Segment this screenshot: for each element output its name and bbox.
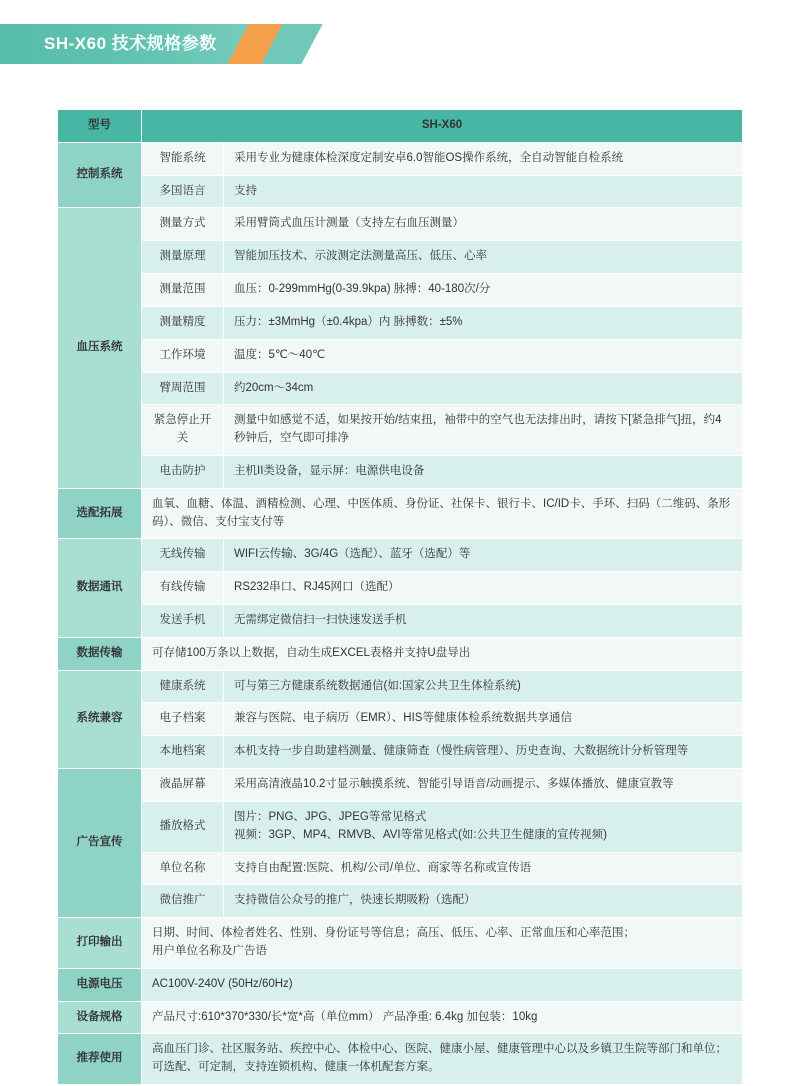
- table-row: [58, 637, 743, 670]
- spec-table-wrapper: [57, 109, 743, 1085]
- table-row: [58, 918, 743, 969]
- table-row: [58, 801, 743, 852]
- page-header: [0, 0, 800, 70]
- table-row: [58, 455, 743, 488]
- row-label-cell: 测量原理: [142, 241, 224, 274]
- table-row: [58, 142, 743, 175]
- row-label-cell: 臂周范围: [142, 372, 224, 405]
- row-value-cell: 测量中如感觉不适，如果按开始/结束扭，袖带中的空气也无法排出时，请按下[紧急排气]扭，约4秒钟后，空气即可排净: [224, 405, 743, 456]
- row-value-cell: 本机支持一步自助建档测量、健康筛查（慢性病管理）、历史查询、大数据统计分析管理等: [224, 736, 743, 769]
- table-row: [58, 703, 743, 736]
- group-label-cell: 推荐使用: [58, 1034, 142, 1085]
- row-label-cell: 单位名称: [142, 852, 224, 885]
- row-label-cell: 播放格式: [142, 801, 224, 852]
- table-row: [58, 605, 743, 638]
- row-value-cell: 采用臂筒式血压计测量（支持左右血压测量）: [224, 208, 743, 241]
- row-value-cell: 可与第三方健康系统数据通信(如:国家公共卫生体检系统): [224, 670, 743, 703]
- group-label-cell: 选配拓展: [58, 488, 142, 539]
- model-value-cell: SH-X60: [142, 110, 743, 143]
- group-label-cell: 电源电压: [58, 968, 142, 1001]
- row-value-cell: 压力：±3MmHg（±0.4kpa）内 脉搏数：±5%: [224, 306, 743, 339]
- row-label-cell: 无线传输: [142, 539, 224, 572]
- row-label-cell: 智能系统: [142, 142, 224, 175]
- row-label-cell: 电击防护: [142, 455, 224, 488]
- row-label-cell: 有线传输: [142, 572, 224, 605]
- row-value-cell: 日期、时间、体检者姓名、性别、身份证号等信息；高压、低压、心率、正常血压和心率范围； 用户单位名称及广告语: [142, 918, 743, 969]
- table-row: [58, 274, 743, 307]
- row-value-cell: 温度：5℃～40℃: [224, 339, 743, 372]
- row-label-cell: 微信推广: [142, 885, 224, 918]
- table-row: [58, 885, 743, 918]
- group-label-cell: 数据通讯: [58, 539, 142, 637]
- row-value-cell: AC100V-240V (50Hz/60Hz): [142, 968, 743, 1001]
- row-value-cell: 高血压门诊、社区服务站、疾控中心、体检中心、医院、健康小屋、健康管理中心以及乡镇卫生院等部门和单位； 可选配、可定制，支持连锁机构、健康一体机配套方案。: [142, 1034, 743, 1085]
- row-value-cell: RS232串口、RJ45网口（选配）: [224, 572, 743, 605]
- row-label-cell: 紧急停止开关: [142, 405, 224, 456]
- row-value-cell: 支持微信公众号的推广，快速长期吸粉（选配）: [224, 885, 743, 918]
- row-value-cell: 采用专业为健康体检深度定制安卓6.0智能OS操作系统，全自动智能自检系统: [224, 142, 743, 175]
- row-label-cell: 发送手机: [142, 605, 224, 638]
- row-label-cell: 多国语言: [142, 175, 224, 208]
- row-value-cell: 支持: [224, 175, 743, 208]
- group-label-cell: 血压系统: [58, 208, 142, 488]
- model-label-cell: 型号: [58, 110, 142, 143]
- row-label-cell: 测量方式: [142, 208, 224, 241]
- row-value-cell: 血压：0-299mmHg(0-39.9kpa) 脉搏：40-180次/分: [224, 274, 743, 307]
- row-value-cell: 无需绑定微信扫一扫快速发送手机: [224, 605, 743, 638]
- table-row: [58, 736, 743, 769]
- table-row: [58, 339, 743, 372]
- row-value-cell: 血氧、血糖、体温、酒精检测、心理、中医体质、身份证、社保卡、银行卡、IC/ID卡、手环、扫码（二维码、条形码）、微信、支付宝支付等: [142, 488, 743, 539]
- table-row: [58, 306, 743, 339]
- table-row: [58, 372, 743, 405]
- table-row: [58, 572, 743, 605]
- table-row: [58, 539, 743, 572]
- row-value-cell: 图片：PNG、JPG、JPEG等常见格式 视频：3GP、MP4、RMVB、AVI等常见格式(如:公共卫生健康的宣传视频): [224, 801, 743, 852]
- row-value-cell: 兼容与医院、电子病历（EMR）、HIS等健康体检系统数据共享通信: [224, 703, 743, 736]
- row-value-cell: 产品尺寸:610*370*330/长*宽*高（单位mm） 产品净重: 6.4kg 加包装：10kg: [142, 1001, 743, 1034]
- row-label-cell: 测量范围: [142, 274, 224, 307]
- spec-table: [57, 109, 743, 1085]
- table-row: [58, 1034, 743, 1085]
- row-value-cell: 支持自由配置:医院、机构/公司/单位、商家等名称或宣传语: [224, 852, 743, 885]
- row-label-cell: 液晶屏幕: [142, 769, 224, 802]
- row-value-cell: 主机II类设备，显示屏：电源供电设备: [224, 455, 743, 488]
- row-value-cell: 约20cm～34cm: [224, 372, 743, 405]
- group-label-cell: 广告宣传: [58, 769, 142, 918]
- group-label-cell: 打印输出: [58, 918, 142, 969]
- row-value-cell: WIFI云传输、3G/4G（选配）、蓝牙（选配）等: [224, 539, 743, 572]
- table-row: [58, 175, 743, 208]
- row-label-cell: 测量精度: [142, 306, 224, 339]
- table-row: [58, 968, 743, 1001]
- table-header-row: [58, 110, 743, 143]
- table-row: [58, 769, 743, 802]
- group-label-cell: 数据传输: [58, 637, 142, 670]
- row-label-cell: 健康系统: [142, 670, 224, 703]
- group-label-cell: 设备规格: [58, 1001, 142, 1034]
- table-row: [58, 670, 743, 703]
- table-row: [58, 405, 743, 456]
- table-row: [58, 488, 743, 539]
- group-label-cell: 系统兼容: [58, 670, 142, 768]
- spec-table-body: [58, 110, 743, 1085]
- table-row: [58, 852, 743, 885]
- table-row: [58, 208, 743, 241]
- row-value-cell: 智能加压技术、示波测定法测量高压、低压、心率: [224, 241, 743, 274]
- table-row: [58, 241, 743, 274]
- row-label-cell: 本地档案: [142, 736, 224, 769]
- row-value-cell: 可存储100万条以上数据，自动生成EXCEL表格并支持U盘导出: [142, 637, 743, 670]
- row-label-cell: 工作环境: [142, 339, 224, 372]
- page-title: SH-X60 技术规格参数: [44, 34, 217, 53]
- group-label-cell: 控制系统: [58, 142, 142, 208]
- table-row: [58, 1001, 743, 1034]
- row-value-cell: 采用高清液晶10.2寸显示触摸系统、智能引导语音/动画提示、多媒体播放、健康宣教等: [224, 769, 743, 802]
- row-label-cell: 电子档案: [142, 703, 224, 736]
